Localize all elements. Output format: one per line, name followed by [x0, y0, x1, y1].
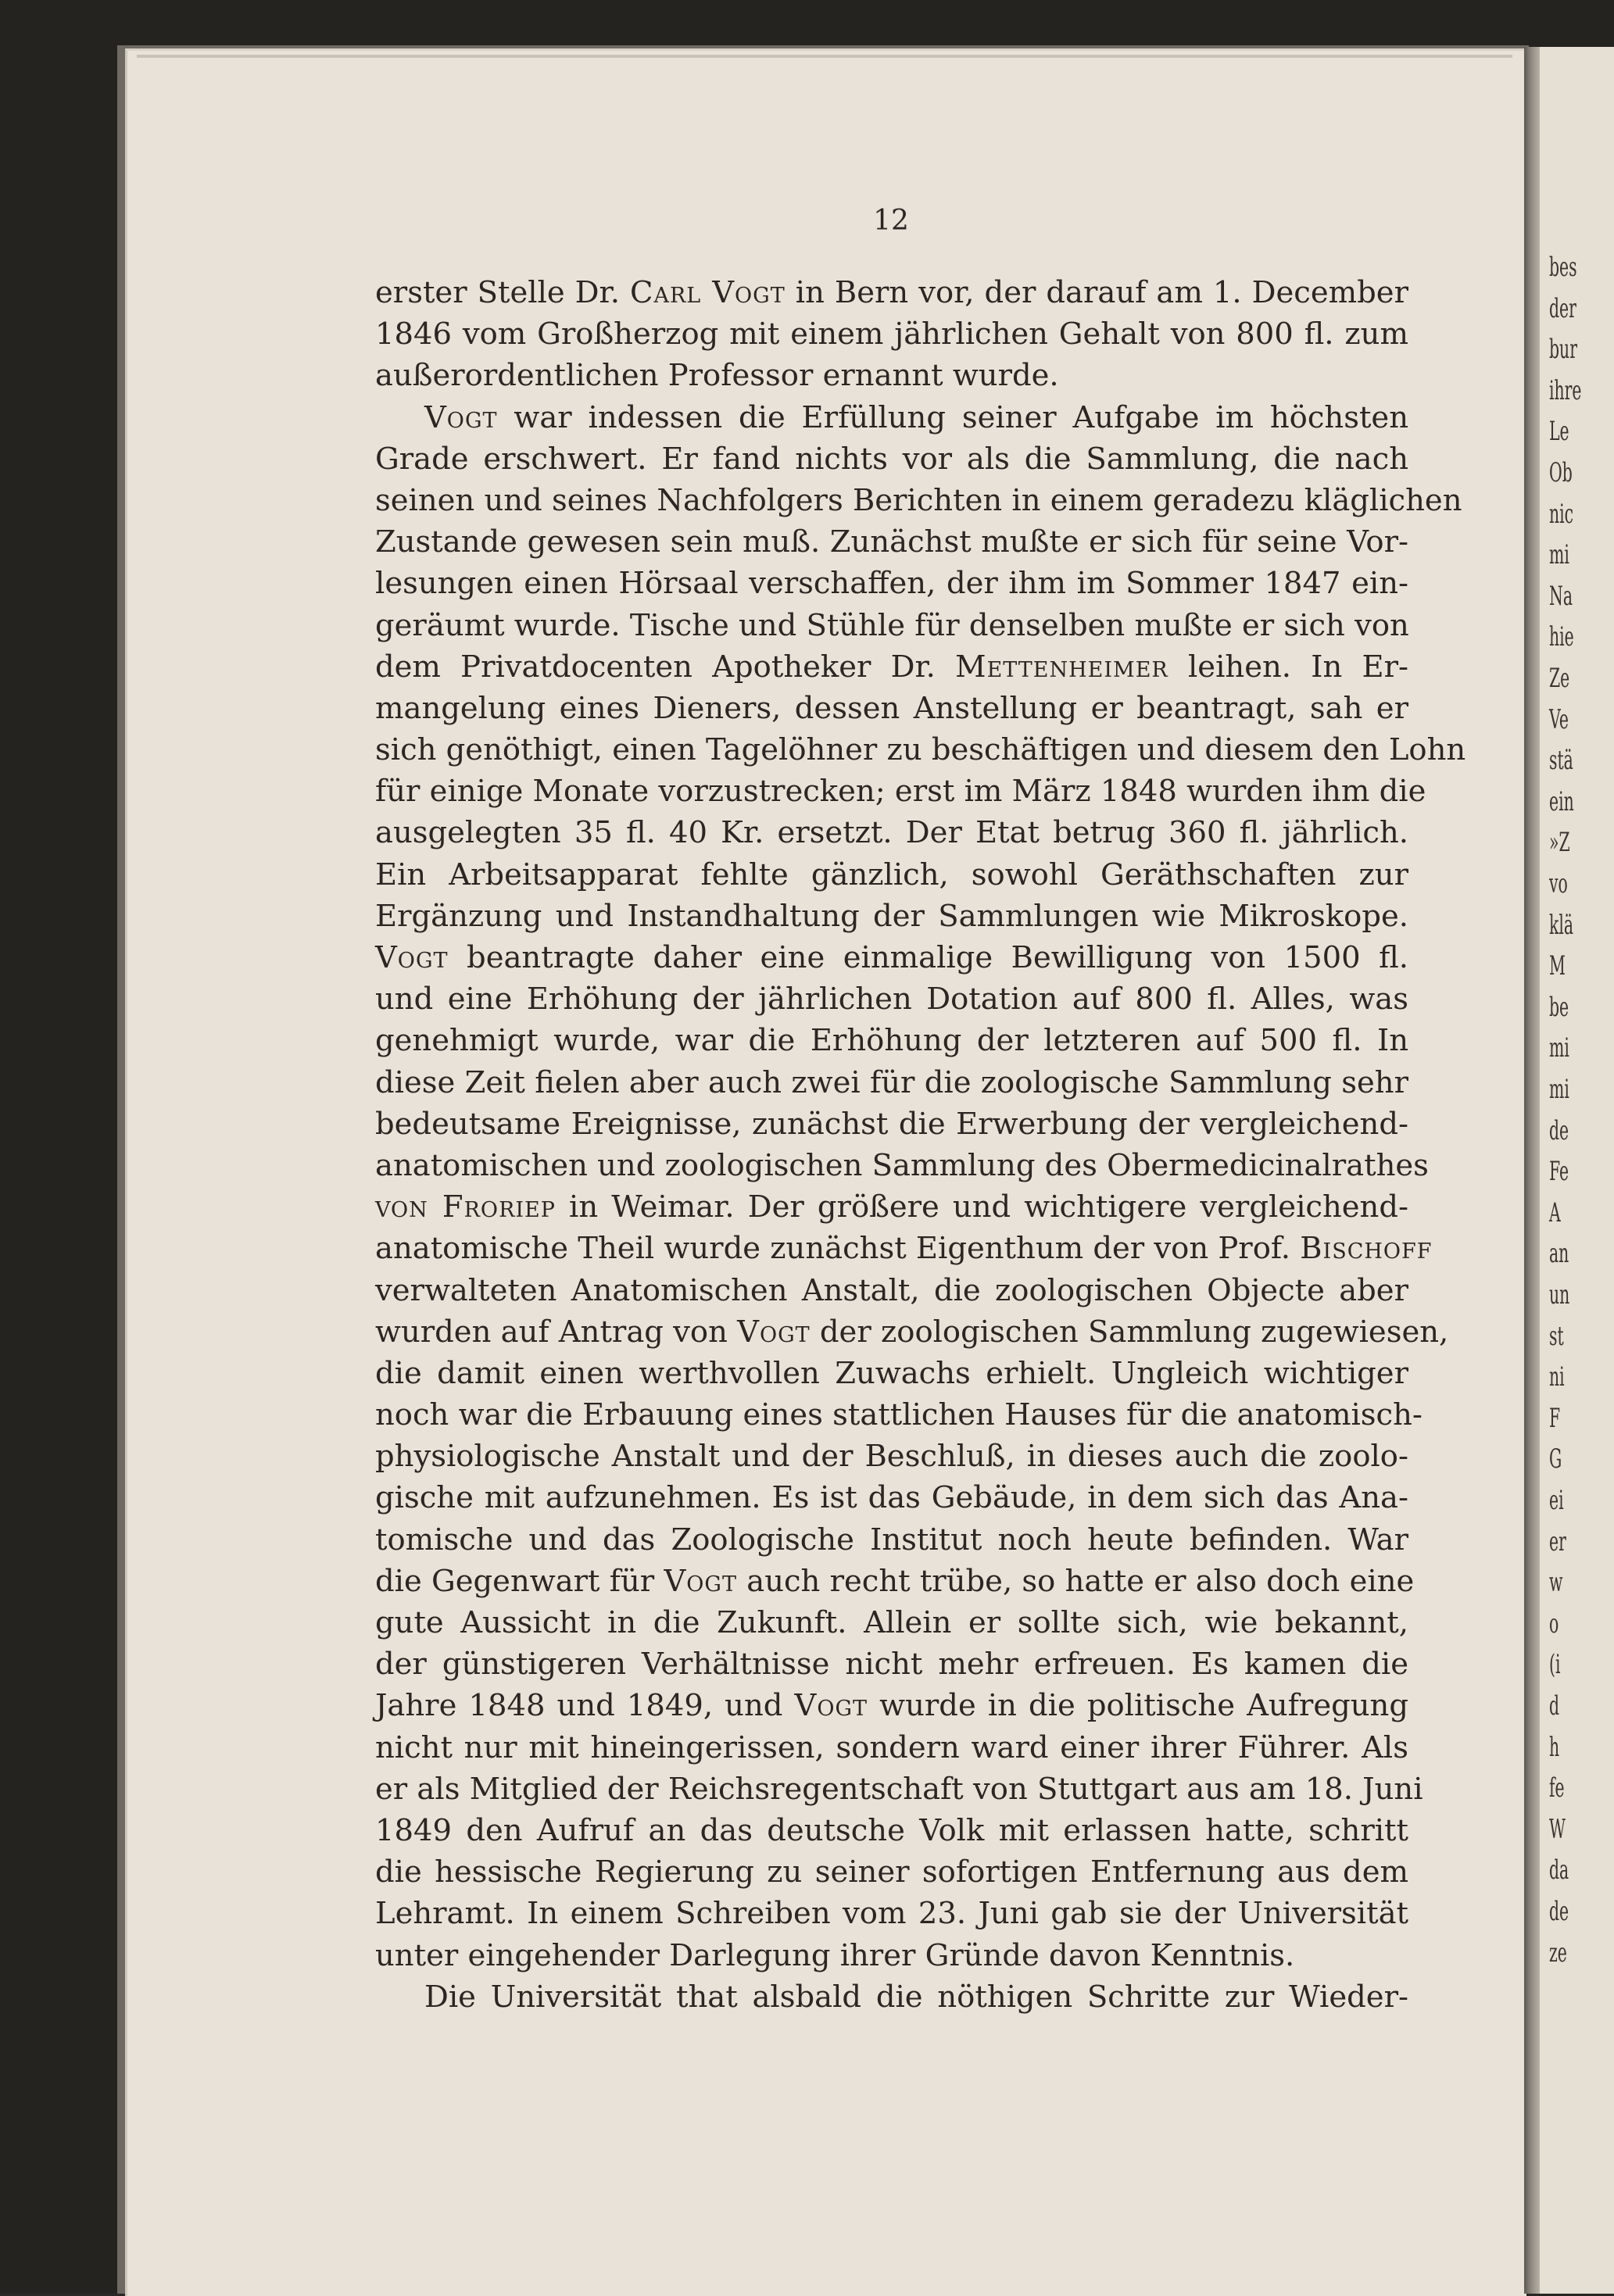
adjacent-page-fragment: Ob	[1549, 457, 1573, 488]
text-line	[375, 1685, 1408, 1726]
text-line	[375, 563, 1408, 604]
text-segment: Ein Arbeitsapparat fehlte gänzlich, sowohl Geräthschaften zur	[375, 857, 1408, 892]
text-line	[375, 1893, 1408, 1934]
adjacent-page-fragment: Fe	[1549, 1156, 1569, 1188]
text-segment: geräumt wurde. Tische und Stühle für denselben mußte er sich von	[375, 607, 1409, 643]
name-small-caps: Mettenheimer	[955, 649, 1168, 685]
text-line	[375, 1186, 1408, 1228]
text-segment: seinen und seines Nachfolgers Berichten in einem geradezu kläglichen	[375, 482, 1462, 518]
text-line	[375, 480, 1462, 521]
name-small-caps: Carl Vogt	[629, 275, 786, 310]
text-segment: gute Aussicht in die Zukunft. Allein er sollte sich, wie bekannt,	[375, 1605, 1408, 1640]
text-line	[375, 355, 1408, 396]
text-line	[375, 771, 1426, 812]
text-segment: und eine Erhöhung der jährlichen Dotation auf 800 fl. Alles, was	[375, 982, 1408, 1017]
text-segment: diese Zeit fielen aber auch zwei für die zoologische Sammlung sehr	[375, 1064, 1408, 1100]
adjacent-page-fragment: vo	[1549, 868, 1568, 899]
text-line	[375, 1602, 1408, 1643]
adjacent-page-fragment: ei	[1549, 1485, 1564, 1516]
text-line	[375, 688, 1408, 729]
text-segment: die hessische Regierung zu seiner sofortigen Entfernung aus dem	[375, 1854, 1408, 1890]
text-line	[375, 1270, 1408, 1311]
name-small-caps: Bischoff	[1300, 1231, 1433, 1267]
adjacent-page-fragment: da	[1549, 1854, 1569, 1887]
adjacent-page-fragment: Ze	[1549, 663, 1570, 694]
adjacent-page-fragment: Le	[1549, 416, 1569, 448]
adjacent-page-fragment: de	[1549, 1114, 1569, 1146]
text-line	[375, 1145, 1429, 1186]
adjacent-page-fragment: mi	[1549, 1032, 1569, 1064]
text-line	[375, 1851, 1408, 1893]
text-segment: außerordentlichen Professor ernannt wurde.	[375, 358, 1059, 394]
text-line	[375, 1353, 1408, 1394]
text-segment: 1846 vom Großherzog mit einem jährlichen Gehalt von 800 fl. zum	[375, 317, 1408, 352]
text-segment: verwalteten Anatomischen Anstalt, die zoologischen Objecte aber	[375, 1272, 1408, 1308]
adjacent-page-fragment: klä	[1549, 909, 1574, 941]
adjacent-page-fragment: mi	[1549, 539, 1569, 571]
text-segment: erster Stelle Dr.	[375, 275, 630, 310]
text-line	[375, 313, 1408, 355]
adjacent-page-fragment: ze	[1549, 1937, 1567, 1969]
adjacent-page-fragment: be	[1549, 991, 1569, 1023]
page-number: 12	[873, 205, 909, 237]
adjacent-page-fragment: h	[1549, 1731, 1560, 1763]
text-line	[375, 605, 1408, 646]
page-body-text	[375, 272, 1466, 2018]
text-segment: dem Privatdocenten Apotheker Dr.	[375, 649, 956, 685]
text-segment: gische mit aufzunehmen. Es ist das Gebäude, in dem sich das Ana-	[375, 1480, 1408, 1516]
adjacent-page-fragment: ein	[1549, 785, 1574, 817]
text-segment: wurde in die politische Aufregung	[868, 1688, 1408, 1724]
text-segment: auch recht trübe, so hatte er also doch eine	[737, 1563, 1415, 1599]
text-segment: der zoologischen Sammlung zugewiesen,	[810, 1314, 1449, 1350]
adjacent-page-fragment: fe	[1549, 1772, 1565, 1804]
text-line	[375, 1976, 1408, 2018]
adjacent-page-fragment: er	[1549, 1525, 1566, 1557]
text-segment: für einige Monate vorzustrecken; erst im März 1848 wurden ihm die	[375, 774, 1426, 810]
text-segment: anatomischen und zoologischen Sammlung des Obermedicinalrathes	[375, 1147, 1429, 1183]
text-segment: beantragte daher eine einmalige Bewilligung von 1500 fl.	[448, 940, 1408, 975]
adjacent-page-fragment: Ve	[1549, 703, 1569, 735]
adjacent-page-fragment: mi	[1549, 1074, 1569, 1105]
text-segment: Jahre 1848 und 1849, und	[375, 1688, 795, 1724]
text-segment: Zustande gewesen sein muß. Zunächst mußte er sich für seine Vor-	[375, 524, 1408, 560]
text-segment: anatomische Theil wurde zunächst Eigenthum der von Prof.	[375, 1231, 1301, 1267]
book-gutter	[1524, 47, 1540, 2294]
text-segment: noch war die Erbauung eines stattlichen Hauses für die anatomisch-	[375, 1397, 1423, 1433]
text-line	[375, 812, 1408, 853]
name-small-caps: Vogt	[664, 1563, 737, 1599]
text-segment: tomische und das Zoologische Institut noch heute befinden. War	[375, 1522, 1408, 1557]
text-segment: leihen. In Er-	[1168, 649, 1408, 685]
text-segment: wurden auf Antrag von	[375, 1314, 738, 1350]
name-small-caps: Vogt	[375, 940, 449, 975]
adjacent-page-fragment: an	[1549, 1238, 1569, 1270]
text-segment: 1849 den Aufruf an das deutsche Volk mit erlassen hatte, schritt	[375, 1812, 1408, 1848]
adjacent-page-fragment: nic	[1549, 498, 1574, 530]
text-segment: Ergänzung und Instandhaltung der Sammlungen wie Mikroskope.	[375, 898, 1408, 934]
adjacent-page-fragment: »Z	[1549, 827, 1570, 859]
text-line	[375, 1103, 1408, 1145]
text-line	[375, 1394, 1423, 1436]
text-segment: Die Universität that alsbald die nöthigen Schritte zur Wieder-	[424, 1979, 1408, 2015]
text-line	[375, 272, 1408, 313]
page-edge	[137, 55, 1512, 58]
text-line	[375, 1436, 1408, 1477]
text-line	[375, 438, 1408, 480]
name-small-caps: Vogt	[424, 399, 498, 435]
adjacent-page-fragment: der	[1549, 292, 1576, 324]
text-segment: bedeutsame Ereignisse, zunächst die Erwerbung der vergleichend-	[375, 1106, 1408, 1142]
text-line	[375, 1519, 1408, 1561]
adjacent-page-fragment: w	[1549, 1567, 1563, 1599]
text-segment: in Bern vor, der darauf am 1. December	[785, 275, 1408, 310]
text-line	[375, 1477, 1408, 1518]
text-segment: Grade erschwert. Er fand nichts vor als die Sammlung, die nach	[375, 441, 1408, 477]
adjacent-page-fragment: Na	[1549, 580, 1573, 612]
text-segment: Lehramt. In einem Schreiben vom 23. Juni gab sie der Universität	[375, 1896, 1408, 1932]
adjacent-page-fragment: M	[1549, 950, 1566, 982]
text-segment: genehmigt wurde, war die Erhöhung der letzteren auf 500 fl. In	[375, 1023, 1408, 1059]
text-segment: physiologische Anstalt und der Beschluß, in dieses auch die zoolo-	[375, 1439, 1408, 1475]
name-small-caps: Vogt	[794, 1688, 868, 1724]
adjacent-page-fragment: G	[1549, 1443, 1562, 1475]
name-small-caps: Vogt	[737, 1314, 811, 1350]
text-line	[375, 1020, 1408, 1061]
name-small-caps: von Froriep	[375, 1189, 556, 1225]
text-segment: der günstigeren Verhältnisse nicht mehr erfreuen. Es kamen die	[375, 1647, 1408, 1683]
text-line	[375, 1768, 1423, 1810]
text-line	[375, 1643, 1408, 1685]
text-line	[375, 937, 1408, 978]
adjacent-page-fragment: un	[1549, 1279, 1570, 1311]
text-line	[375, 1561, 1415, 1602]
adjacent-page-fragment: ni	[1549, 1361, 1565, 1393]
adjacent-page	[1540, 47, 1614, 2294]
text-line	[375, 729, 1466, 771]
adjacent-page-fragment: A	[1549, 1196, 1561, 1228]
adjacent-page-fragment: hie	[1549, 621, 1574, 653]
adjacent-page-fragment: de	[1549, 1896, 1569, 1927]
adjacent-page-fragment: F	[1549, 1402, 1561, 1434]
text-line	[375, 1935, 1408, 1976]
adjacent-page-fragment: o	[1549, 1608, 1559, 1640]
text-line	[375, 397, 1408, 438]
text-segment: unter eingehender Darlegung ihrer Gründe davon Kenntnis.	[375, 1937, 1295, 1973]
text-line	[375, 1062, 1408, 1103]
text-segment: ausgelegten 35 fl. 40 Kr. ersetzt. Der Etat betrug 360 fl. jährlich.	[375, 815, 1408, 851]
text-segment: in Weimar. Der größere und wichtigere vergleichend-	[555, 1189, 1408, 1225]
text-line	[375, 1311, 1449, 1353]
adjacent-page-fragment: stä	[1549, 745, 1573, 777]
text-line	[375, 646, 1408, 688]
text-segment: er als Mitglied der Reichsregentschaft von Stuttgart aus am 18. Juni	[375, 1771, 1423, 1807]
text-line	[375, 854, 1408, 896]
adjacent-page-fragment: bes	[1549, 252, 1577, 283]
text-segment: nicht nur mit hineingerissen, sondern ward einer ihrer Führer. Als	[375, 1729, 1408, 1765]
text-line	[375, 1727, 1408, 1768]
text-line	[375, 521, 1408, 563]
text-line	[375, 1228, 1433, 1269]
adjacent-page-fragment: W	[1549, 1813, 1566, 1845]
text-segment: sich genöthigt, einen Tagelöhner zu beschäftigen und diesem den Lohn	[375, 732, 1466, 768]
text-segment: die Gegenwart für	[375, 1563, 664, 1599]
adjacent-page-fragment: bur	[1549, 334, 1577, 366]
text-line	[375, 978, 1408, 1020]
adjacent-page-fragment: d	[1549, 1690, 1560, 1722]
text-segment: die damit einen werthvollen Zuwachs erhielt. Ungleich wichtiger	[375, 1355, 1408, 1391]
text-line	[375, 896, 1408, 937]
text-segment: mangelung eines Dieners, dessen Anstellung er beantragt, sah er	[375, 690, 1408, 726]
adjacent-page-fragment: (i	[1549, 1649, 1561, 1681]
text-segment: war indessen die Erfüllung seiner Aufgabe im höchsten	[497, 399, 1408, 435]
text-segment: lesungen einen Hörsaal verschaffen, der ihm im Sommer 1847 ein-	[375, 566, 1408, 602]
text-line	[375, 1810, 1408, 1851]
adjacent-page-fragment: ihre	[1549, 374, 1582, 406]
adjacent-page-fragment: st	[1549, 1320, 1564, 1352]
